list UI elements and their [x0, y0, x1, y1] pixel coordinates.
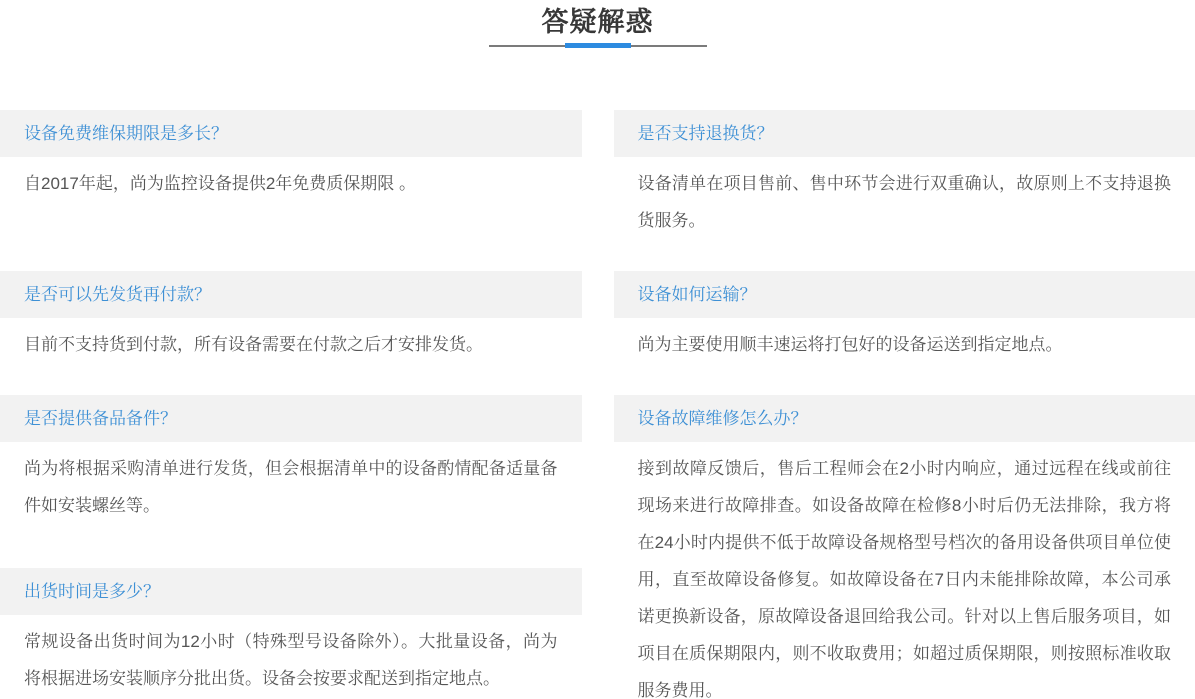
faq-question: 是否提供备品备件？	[0, 395, 582, 442]
title-underline	[489, 43, 707, 48]
faq-item-left-2	[0, 271, 582, 363]
faq-grid	[0, 110, 1195, 699]
faq-item-left-1	[0, 110, 582, 202]
faq-question: 出货时间是多少？	[0, 568, 582, 615]
faq-item-right-1	[614, 110, 1195, 239]
page-title: 答疑解惑	[541, 7, 654, 37]
faq-answer: 接到故障反馈后，售后工程师会在2小时内响应，通过远程在线或前往现场来进行故障排查。如设备故障在检修8小时后仍无法排除，我方将在24小时内提供不低于故障设备规格型号档次的备用设备供项目单位使用，直至故障设备修复。如故障设备在7日内未能排除故障，本公司承诺更换新设备，原故障设备退回给我公司。针对以上售后服务项目，如项目在质保期限内，则不收取费用；如超过质保期限，则按照标准收取服务费用。	[637, 459, 1171, 699]
underline-accent-bar	[565, 43, 631, 48]
faq-answer: 尚为将根据采购清单进行发货，但会根据清单中的设备酌情配备适量备件如安装螺丝等。	[24, 459, 558, 515]
faq-item-left-4	[0, 568, 582, 697]
faq-question: 是否可以先发货再付款？	[0, 271, 582, 318]
faq-answer: 自2017年起，尚为监控设备提供2年免费质保期限 。	[24, 174, 416, 193]
faq-answer: 目前不支持货到付款，所有设备需要在付款之后才安排发货。	[24, 335, 483, 354]
faq-answer: 常规设备出货时间为12小时（特殊型号设备除外）。大批量设备，尚为将根据进场安装顺序分批出货。设备会按要求配送到指定地点。	[24, 632, 558, 688]
faq-question: 设备故障维修怎么办？	[614, 395, 1195, 442]
faq-answer: 设备清单在项目售前、售中环节会进行双重确认，故原则上不支持退换货服务。	[637, 174, 1171, 230]
faq-item-left-3	[0, 395, 582, 524]
faq-item-right-2	[614, 271, 1195, 363]
faq-answer: 尚为主要使用顺丰速运将打包好的设备运送到指定地点。	[637, 335, 1063, 354]
section-header	[0, 0, 1195, 48]
faq-question: 是否支持退换货？	[614, 110, 1195, 157]
faq-question: 设备免费维保期限是多长？	[0, 110, 582, 157]
faq-item-right-3	[614, 395, 1195, 699]
faq-question: 设备如何运输？	[614, 271, 1195, 318]
